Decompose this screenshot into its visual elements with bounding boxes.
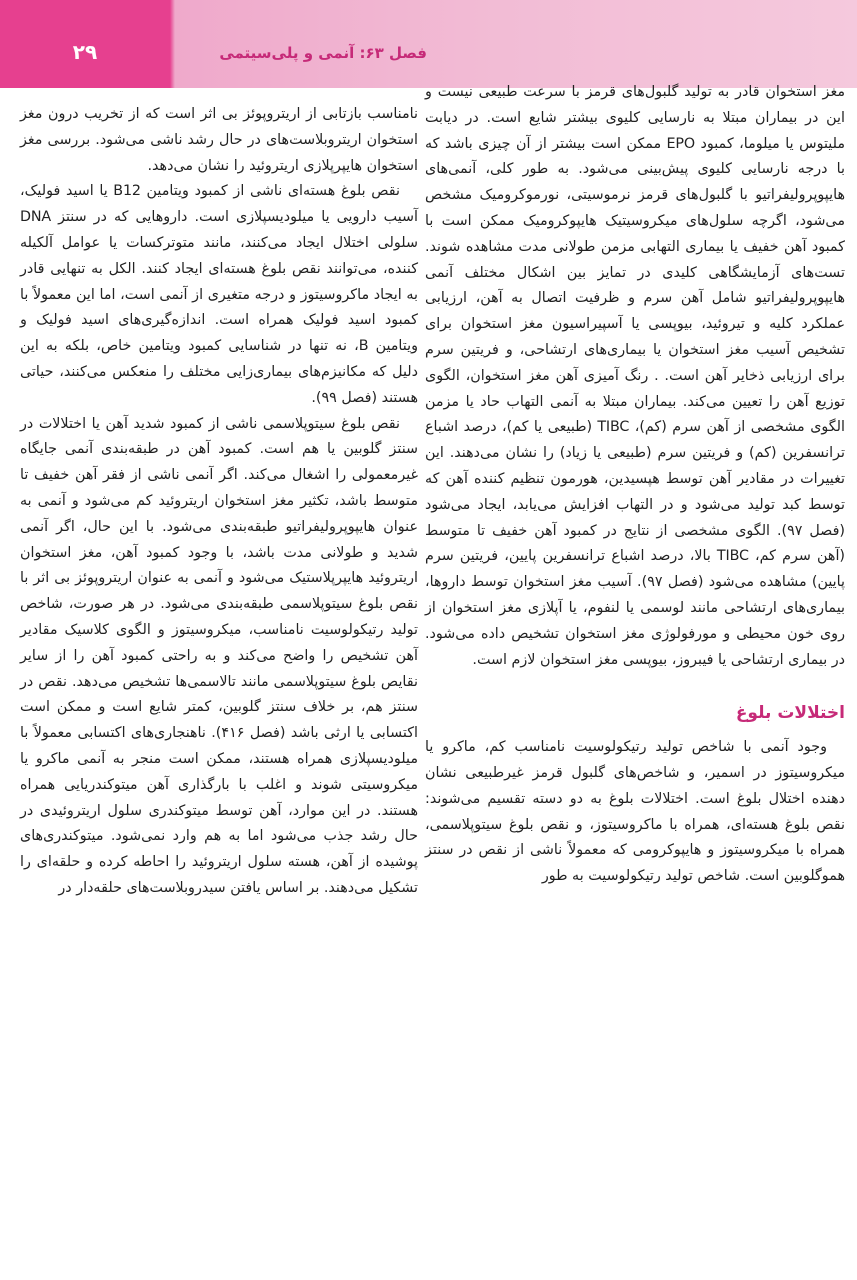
paragraph: وجود آنمی با شاخص تولید رتیکولوسیت نامناسب کم، ماکرو یا میکروسیتوز در اسمیر، و شاخص‌های گلبول قرمز غیرطبیعی نشان دهنده اختلال بلوغ است. اختلالات بلوغ به دو دسته تقسیم می‌شوند: نقص بلوغ هسته‌ای، همراه با ماکروسیتوز، و نقص بلوغ سیتوپلاسمی، همراه با میکروسیتوز و هایپوکرومی که معمولاً ناشی از نقص در سنتز هموگلوبین است. شاخص تولید رتیکولوسیت به طور [425,739,845,885]
chapter-title: فصل ۶۳: آنمی و پلی‌سیتمی [219,44,427,62]
paragraph: نقص بلوغ هسته‌ای ناشی از کمبود ویتامین B12 یا اسید فولیک، آسیب دارویی یا میلودیسپلازی است. داروهایی که در سنتز DNA سلولی اختلال ایجاد می‌کنند، مانند متوترکسات یا عوامل آلکیله کننده، می‌توانند نقص بلوغ هسته‌ای ایجاد کنند. الکل به تنهایی قادر به ایجاد ماکروسیتوز و درجه متغیری از آنمی است، اما این معمولاً با کمبود اسید فولیک همراه است. اندازه‌گیری‌های اسید فولیک و ویتامین B، نه تنها در شناسایی کمبود ویتامین خاص، بلکه به این دلیل که مکانیزم‌های بیماری‌زایی مختلف را منعکس می‌کنند، حیاتی هستند (فصل ۹۹). [20,183,418,406]
paragraph: مغز استخوان قادر به تولید گلبول‌های قرمز با سرعت طبیعی نیست و این در بیماران مبتلا به نارسایی کلیوی بیشتر شایع است. در دیابت ملیتوس یا میلوما، کمبود EPO ممکن است بیشتر از آن چیزی باشد که با درجه نارسایی کلیوی پیش‌بینی می‌شود. به طور کلی، آنمی‌های هایپوپرولیفراتیو با گلبول‌های قرمز نرموسیتی، نورموکرومیک مشخص می‌شود، اگرچه سلول‌های میکروسیتیک هایپوکرومیک ممکن است با کمبود آهن خفیف یا بیماری التهابی مزمن طولانی مدت مشاهده شوند. تست‌های آزمایشگاهی کلیدی در تمایز بین اشکال مختلف آنمی هایپوپرولیفراتیو شامل آهن سرم و ظرفیت اتصال به آهن، ارزیابی عملکرد کلیه و تیروئید، بیوپسی یا آسپیراسیون مغز استخوان برای تشخیص آسیب مغز استخوان یا بیماری‌های ارتشاحی، و فریتین سرم برای ارزیابی ذخایر آهن است. . رنگ آمیزی آهن مغز استخوان، الگوی توزیع آهن را تعیین می‌کند. بیماران مبتلا به آنمی التهاب حاد یا مزمن الگوی مشخصی از آهن سرم (کم)، TIBC (طبیعی یا کم)، درصد اشباع ترانسفرین (کم) و فریتین سرم (طبیعی یا زیاد) را نشان می‌دهند. این تغییرات در مقادیر آهن توسط هپسیدین، هورمون تنظیم کننده آهن که توسط کبد تولید می‌شود و در التهاب افزایش می‌یابد، ایجاد می‌شود (فصل ۹۷). الگوی مشخصی از نتایج در کمبود آهن خفیف تا متوسط (آهن سرم کم، TIBC بالا، درصد اشباع ترانسفرین پایین، فریتین سرم پایین) مشاهده می‌شود (فصل ۹۷). آسیب مغز استخوان توسط داروها، بیماری‌های ارتشاحی مانند لوسمی یا لنفوم، یا آپلازی مغز استخوان از روی خون محیطی و مورفولوژی مغز استخوان تشخیص داده می‌شود. در بیماری ارتشاحی یا فیبروز، بیوپسی مغز استخوان لازم است. [425,84,845,668]
page-number: ۲۹ [72,40,98,64]
section-heading: اختلالات بلوغ [735,703,845,724]
paragraph: نامناسب بازتابی از اریتروپوئز بی اثر است که از تخریب درون مغز استخوان اریتروبلاست‌های در حال رشد ناشی می‌شود. بررسی مغز استخوان هایپرپلازی اریتروئید را نشان می‌دهد. [20,106,418,174]
right-column [425,80,845,890]
left-column [20,102,418,902]
paragraph: نقص بلوغ سیتوپلاسمی ناشی از کمبود شدید آهن یا اختلالات در سنتز گلوبین یا هم است. کمبود آهن در طبقه‌بندی آنمی جایگاه غیرمعمولی را اشغال می‌کند. اگر آنمی ناشی از فقر آهن خفیف تا متوسط باشد، تکثیر مغز استخوان اریتروئید کم می‌شود و آنمی به عنوان هایپوپرولیفراتیو طبقه‌بندی می‌شود. با این حال، اگر آنمی شدید و طولانی مدت باشد، با وجود کمبود آهن، مغز استخوان اریتروئید هایپرپلاستیک می‌شود و آنمی به عنوان اریتروپوئز بی اثر با نقص بلوغ سیتوپلاسمی طبقه‌بندی می‌شود. در هر صورت، شاخص تولید رتیکولوسیت نامناسب، میکروسیتوز و الگوی کلاسیک مقادیر آهن تشخیص را واضح می‌کند و به راحتی کمبود آهن را از سایر نقایص بلوغ سیتوپلاسمی مانند تالاسمی‌ها تشخیص می‌دهد. نقص در سنتز هم، بر خلاف سنتز گلوبین، کمتر شایع است و ممکن است اکتسابی یا ارثی باشد (فصل ۴۱۶). ناهنجاری‌های اکتسابی معمولاً با میلودیسپلازی همراه هستند، ممکن است منجر به آنمی ماکرو یا میکروسیتی شوند و اغلب با بارگذاری آهن میتوکندریایی همراه هستند. در این موارد، آهن توسط میتوکندری سلول اریتروئیدی در حال رشد جذب می‌شود اما به هم وارد نمی‌شود. میتوکندری‌های پوشیده از آهن، هسته سلول اریتروئید را احاطه کرده و حلقه‌ای را تشکیل می‌دهند. بر اساس یافتن سیدروبلاست‌های حلقه‌دار در [20,415,418,896]
